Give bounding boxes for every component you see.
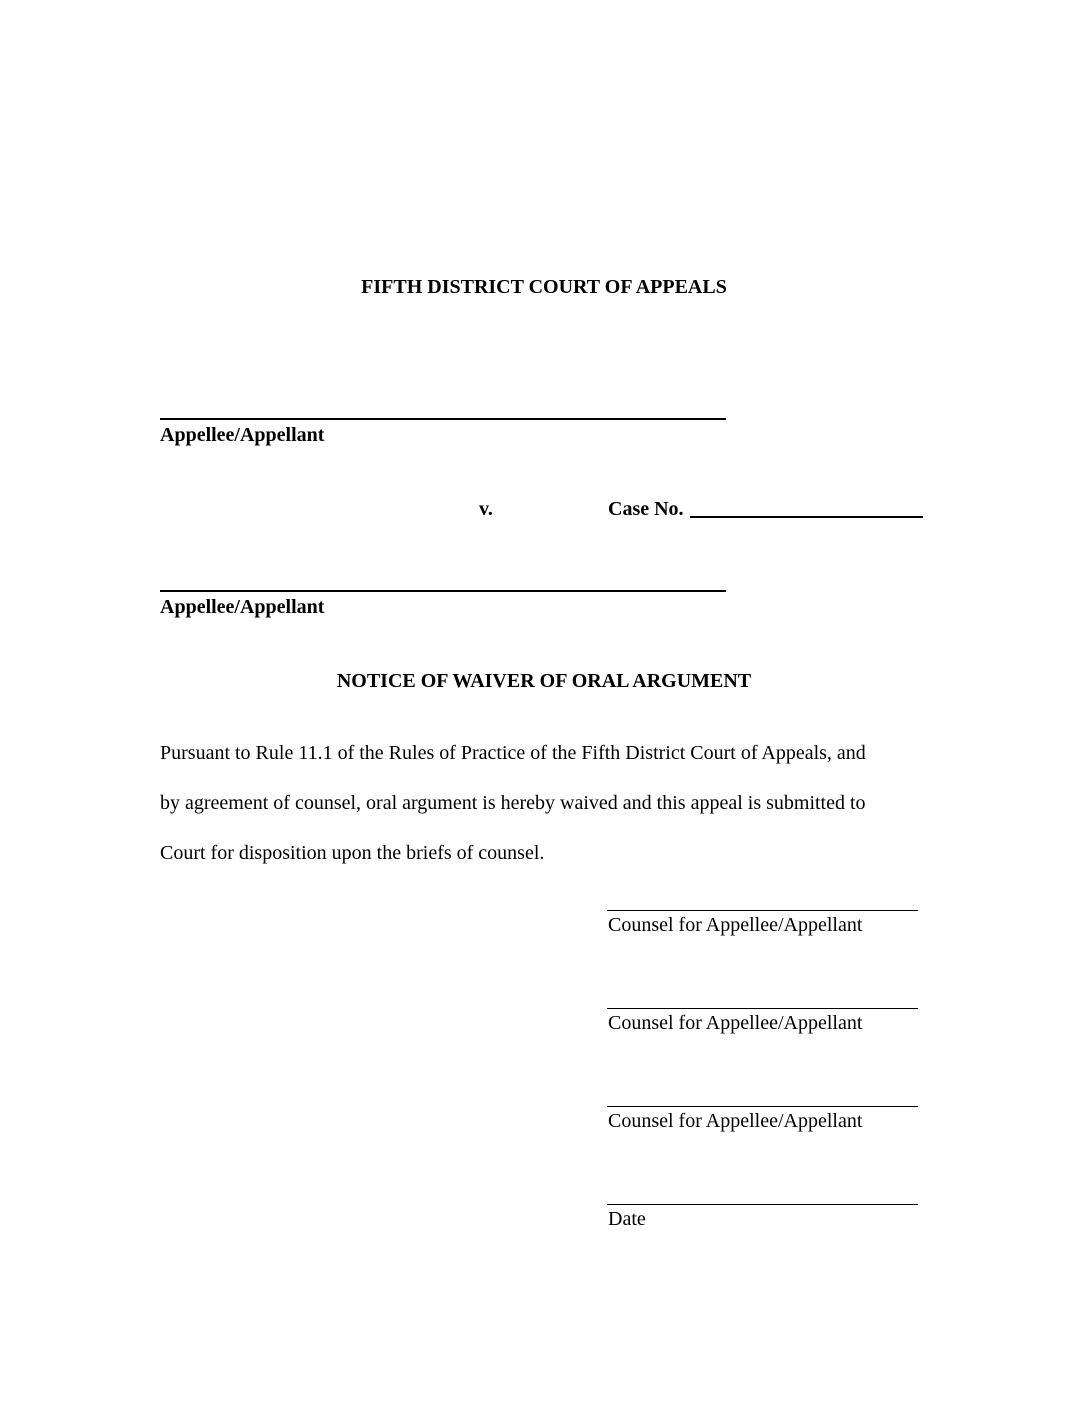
counsel2-signature-line xyxy=(607,1008,918,1009)
case-number-blank-line xyxy=(690,516,923,518)
versus-label: v. xyxy=(479,498,493,520)
case-number-label: Case No. xyxy=(608,498,684,520)
party1-label: Appellee/Appellant xyxy=(160,424,325,446)
notice-body-line: by agreement of counsel, oral argument is hereby waived and this appeal is submitted to xyxy=(160,792,866,814)
court-title: FIFTH DISTRICT COURT OF APPEALS xyxy=(361,276,727,298)
notice-body-line: Pursuant to Rule 11.1 of the Rules of Practice of the Fifth District Court of Appeals, and xyxy=(160,742,866,764)
party2-blank-line xyxy=(160,590,726,592)
counsel3-signature-label: Counsel for Appellee/Appellant xyxy=(608,1110,863,1132)
notice-title: NOTICE OF WAIVER OF ORAL ARGUMENT xyxy=(336,670,752,692)
date-signature-line xyxy=(607,1204,918,1205)
party2-label: Appellee/Appellant xyxy=(160,596,325,618)
party1-blank-line xyxy=(160,418,726,420)
date-label: Date xyxy=(608,1208,646,1230)
counsel2-signature-label: Counsel for Appellee/Appellant xyxy=(608,1012,863,1034)
counsel1-signature-line xyxy=(607,910,918,911)
counsel1-signature-label: Counsel for Appellee/Appellant xyxy=(608,914,863,936)
counsel3-signature-line xyxy=(607,1106,918,1107)
notice-body-line: Court for disposition upon the briefs of counsel. xyxy=(160,842,545,864)
